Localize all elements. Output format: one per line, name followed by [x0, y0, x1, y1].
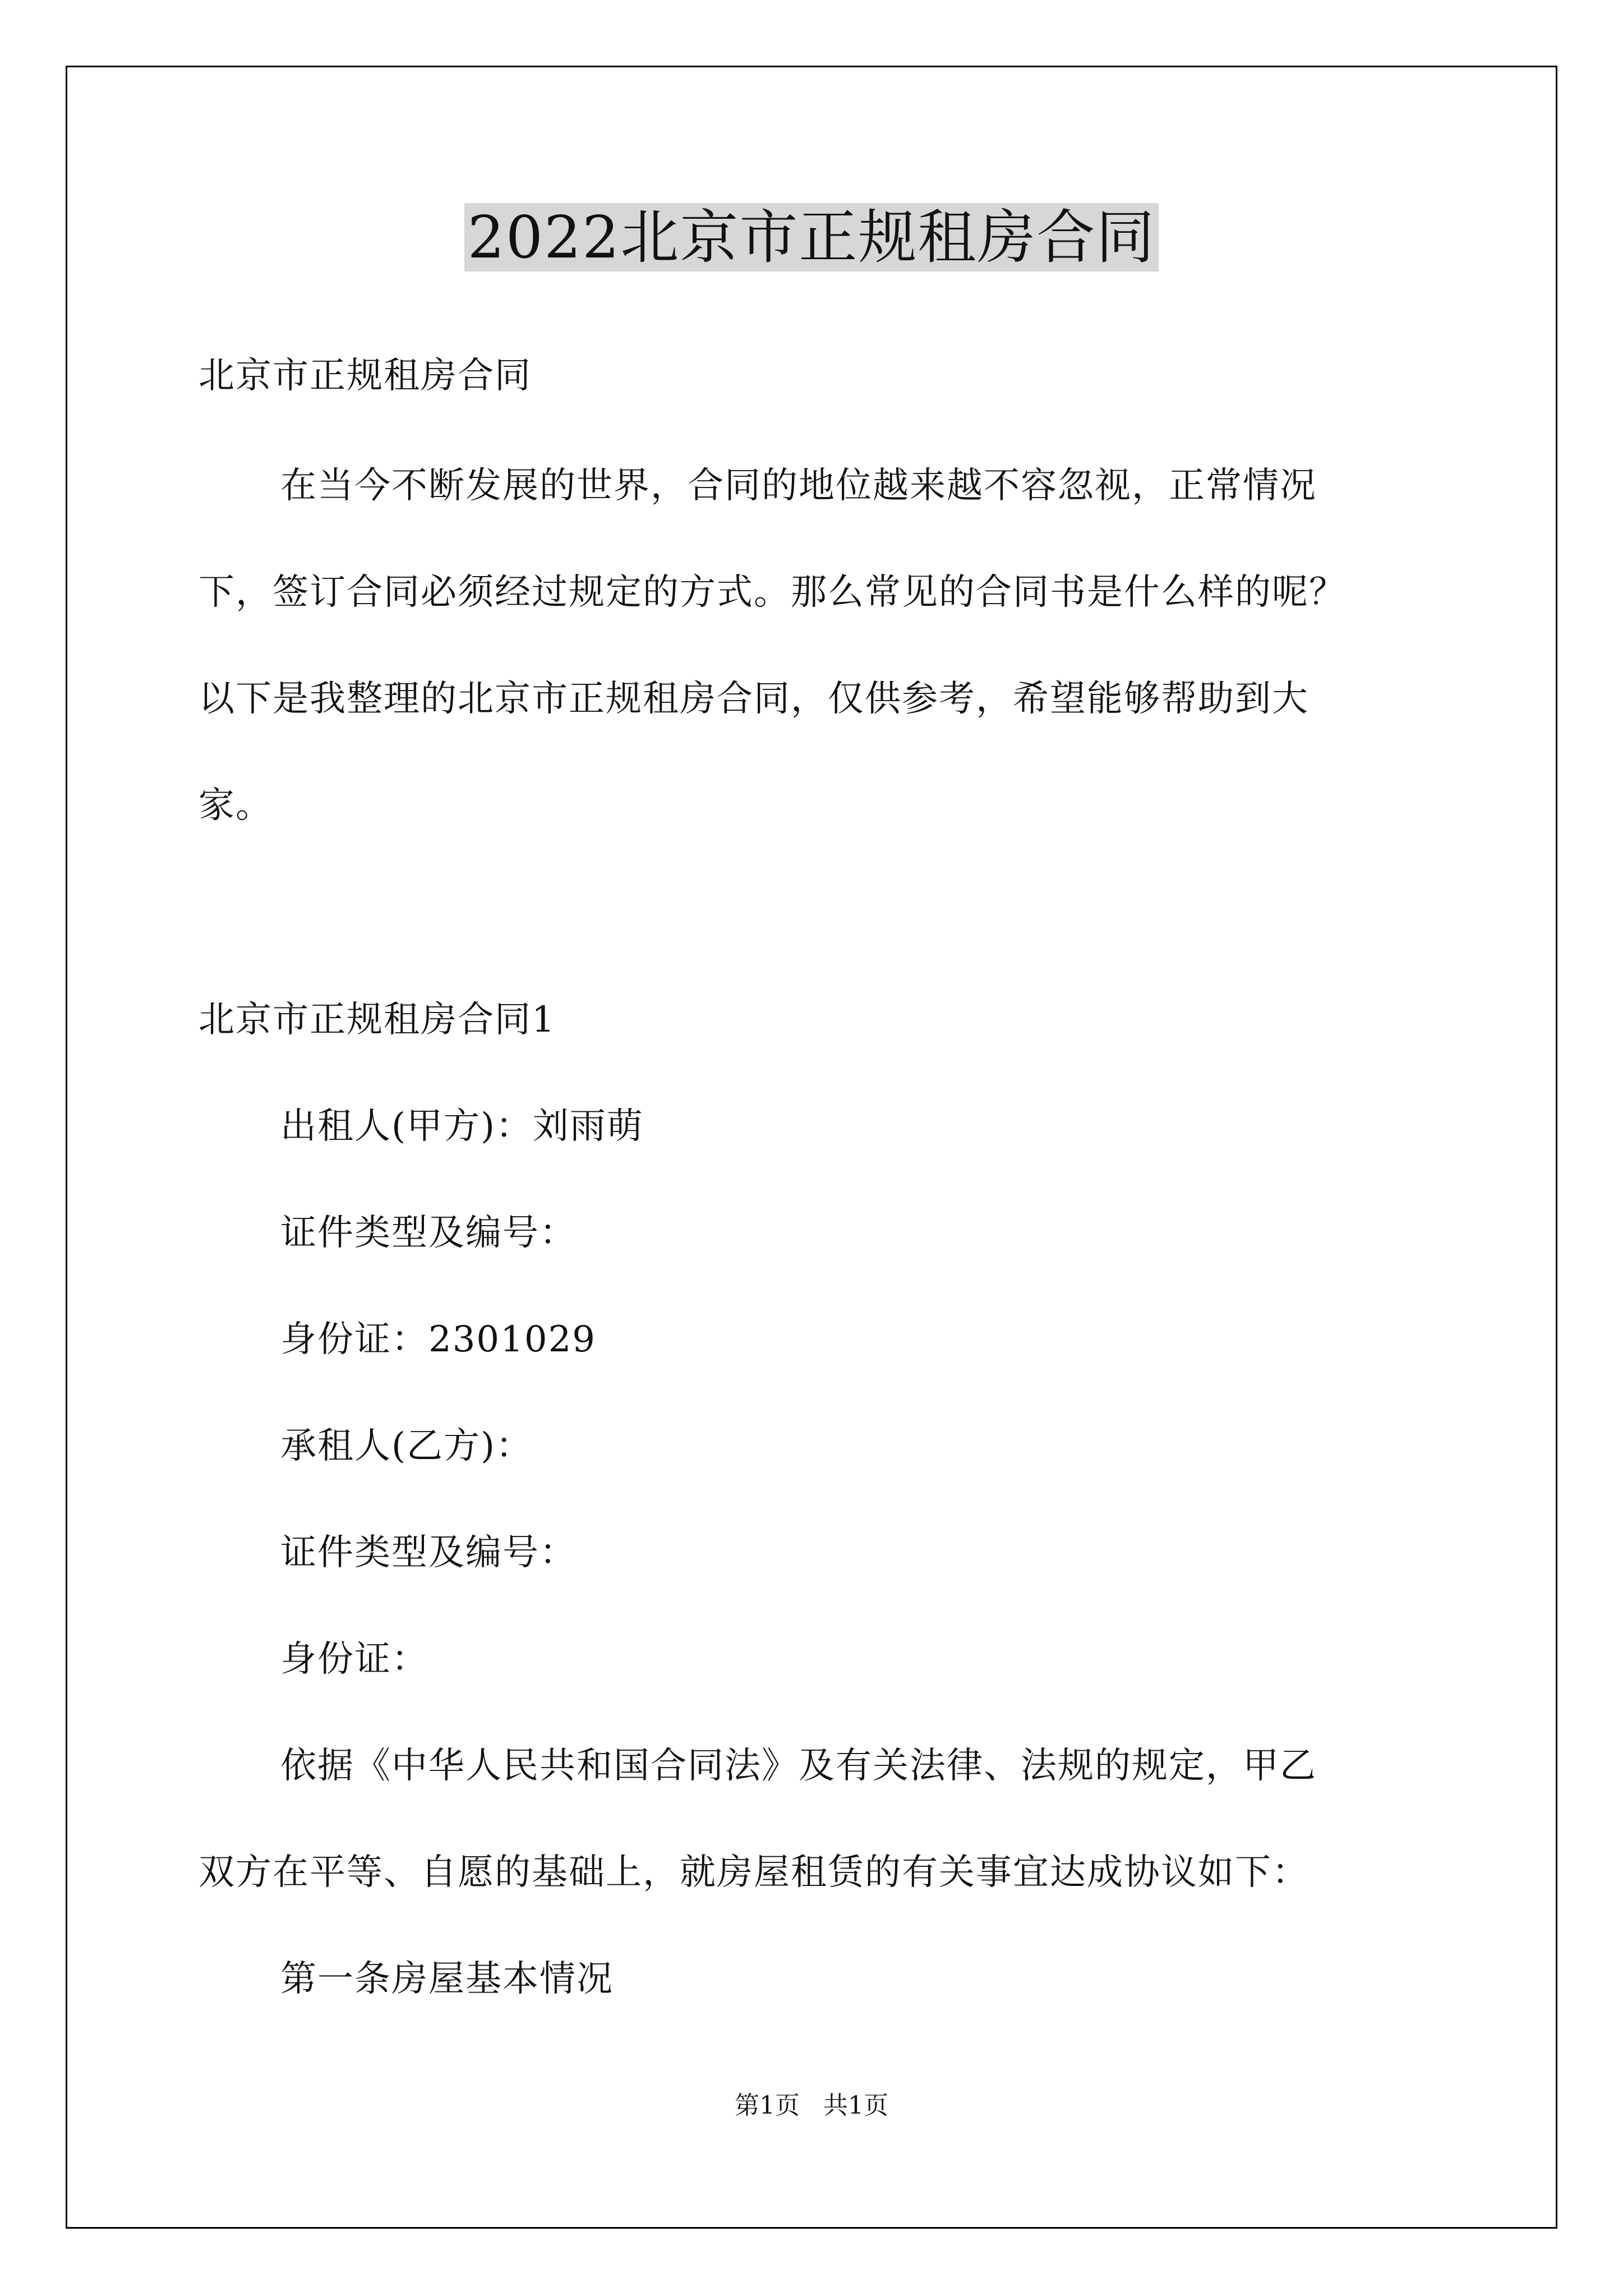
basis-line: 依据《中华人民共和国合同法》及有关法律、法规的规定，甲乙	[280, 1745, 1317, 1787]
intro-line: 在当今不断发展的世界，合同的地位越来越不容忽视，正常情况	[280, 465, 1317, 507]
field-lessee-id-type: 证件类型及编号：	[280, 1532, 577, 1573]
intro-line: 下，签订合同必须经过规定的方式。那么常见的合同书是什么样的呢？	[199, 572, 1346, 613]
field-lessor: 出租人(甲方)：刘雨萌	[280, 1106, 644, 1147]
field-lessee: 承租人(乙方)：	[280, 1425, 533, 1467]
article-1-heading: 第一条房屋基本情况	[280, 1958, 614, 2000]
intro-line: 家。	[199, 785, 273, 826]
field-lessee-id-card: 身份证：	[280, 1639, 428, 1680]
basis-line: 双方在平等、自愿的基础上，就房屋租赁的有关事宜达成协议如下：	[199, 1852, 1309, 1893]
page-number-footer: 第1页 共1页	[735, 2091, 888, 2120]
title-text: 2022北京市正规租房合同	[464, 203, 1159, 272]
field-lessor-id-card: 身份证：2301029	[280, 1319, 597, 1360]
intro-line: 以下是我整理的北京市正规租房合同，仅供参考，希望能够帮助到大	[199, 678, 1309, 720]
document-title	[0, 195, 1623, 279]
field-lessor-id-type: 证件类型及编号：	[280, 1212, 577, 1254]
section-heading: 北京市正规租房合同1	[199, 999, 556, 1041]
subtitle: 北京市正规租房合同	[199, 355, 532, 397]
